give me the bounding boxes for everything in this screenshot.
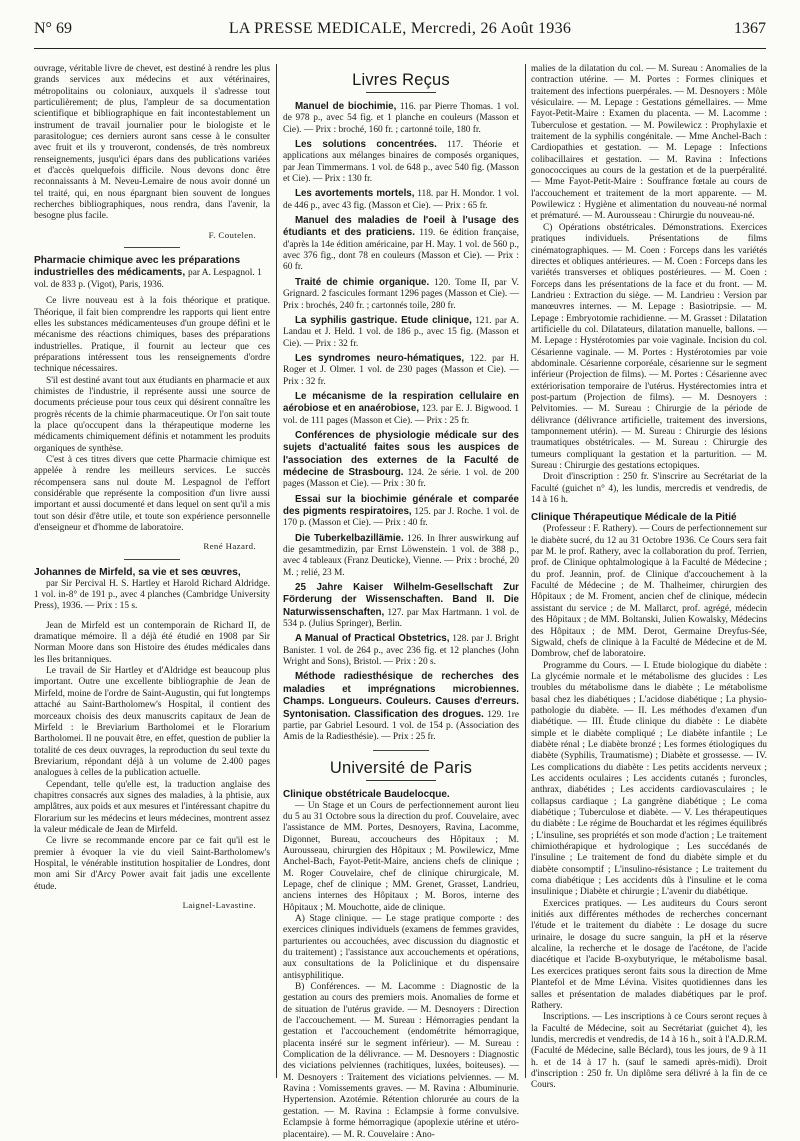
column-right	[531, 64, 767, 1091]
course-title: Clinique Thérapeutique Médicale de la Pitié	[531, 512, 737, 524]
review-signature: René Hazard.	[203, 541, 256, 552]
book-title: Les avortements mortels,	[295, 188, 415, 200]
book-title: 25 Jahre Kaiser Wilhelm-Gesellschaft Zur Förderung der Wissenschaften. Band II. Die Naturwissenschaften,	[283, 582, 519, 618]
review-paragraph: S'il est destiné avant tout aux étudiants en pharmacie et aux chimistes de l'industrie, il représente aussi une source de documents précieuse pour tous ceux qui désirent connaître les progrès récents de la chimie pharmaceutique. Or l'on sait toute la place qu'occupent dans la thérapeutique moderne les médicaments chimiquement définis et notamment les produits organiques de synthèse.	[34, 375, 270, 454]
book-entry	[283, 139, 519, 185]
book-title: Manuel des maladies de l'oeil à l'usage des étudiants et des praticiens.	[283, 215, 519, 239]
page-number: 1367	[734, 20, 766, 37]
course-paragraph: B) Conférences. — M. Lacomme : Diagnostic de la gestation au cours des premiers mois. Anomalies de forme et de situation de l'utérus gravide. — M. Desnoyers : Direction de l'accouchement. — M. Sureau : Hémorragies pendant la gestation et l'accouchement (endométrite hémorragique, placenta inséré sur le segment inférieur). — M. Sureau : Complication de la délivrance. — M. Desnoyers : Diagnostic des viciations pelviennes (rachitiques, luxées, boiteuses). — M. Desnoyers : Traitement des viciations pelviennes. — M. Ravina : Vomissements graves. — M. Ravina : Albuminurie. Hypertension. Azotémie. Rétention chlorurée au cours de la gestation. — M. Ravina : Eclampsie à forme convulsive. Eclampsie à forme hémorragique (apoplexie utérine et utéro-placentaire). — M. R. Couvelaire : Ano-	[283, 982, 519, 1140]
review-paragraph: Cependant, telle qu'elle est, la traduction anglaise des chapitres consacrés aux signes des maladies, à la phtisie, aux amplâtres, aux poids et aux mesures et l'intéressant chapitre du Florarium sur les médecins et leurs médecines, montrent assez la valeur médicale de Jean de Mirfeld.	[34, 779, 270, 835]
separator	[373, 750, 429, 751]
course-paragraph: C) Opérations obstétricales. Démonstrations. Exercices pratiques individuels. Présentations de films cinématographiques. — M. Coen : Forceps dans les variétés directes et obliques antérieures. — M. Coen : Forceps dans les variétés transverses et obliques postérieures. — M. Coen : Forceps dans les présentations de la face et du front. — M. Landrieu : Extraction du siège. — M. Landrieu : Version par manœuvres internes. — M. Lepage : Basiotripsie. — M. Lepage : Embryotomie rachidienne. — M. Grasset : Dilatation artificielle du col. Dilatateurs, dilatation manuelle, ballons. — M. Lepage : Hystérotomies par voie vaginale. Incision du col. Césarienne vaginale. — M. Portes : Hystérotomies par voie abdominale. Césarienne corporéale, césarienne sur le segment inférieur (Projection de films). — M. Portes : Césarienne avec extériorisation temporaire de l'utérus. Hystérectomies intra et post-partum (Projection de films). — M. Desnoyers : Pelvitomies. — M. Sureau : Chirurgie de la période de délivrance (délivrance artificielle, traitement des inversions, tamponnement utérin). — M. Sureau : Chirurgie des lésions traumatiques obstétricales. — M. Sureau : Chirurgie des tumeurs compliquant la gestation et la parturition. — M. Sureau : Chirurgie des gestations ectopiques.	[531, 222, 767, 472]
book-details: 116. par Pierre Thomas. 1 vol. de 978 p., avec 54 fig. et 1 planche en couleurs (Masson et Cie). — Prix : broché, 160 fr. ; cartonné toile, 180 fr.	[283, 102, 520, 135]
book-entry	[283, 430, 519, 491]
review-signature: Laignel-Lavastine.	[182, 900, 256, 910]
book-list	[283, 101, 519, 744]
review-paragraph: Le travail de Sir Hartley et d'Aldridge est beaucoup plus important. Outre une excellente bibliographie de Jean de Mirfeld, moine de l'ordre de Saint-Augustin, qui fut longtemps attaché au Saint-Bartholomew's Hospital, il contient des morceaux choisis des deux manuscrits capitaux de Jean de Mirfeld : le Breviarium Bartholomei et le Florarium Bartholomei. Il ne pouvait être, en effet, question de publier la totalité de ces deux ouvrages, la reproduction du seul texte du Breviarium, répondant déjà à un volume de 2.400 pages analogues à celles de la publication actuelle.	[34, 666, 270, 779]
book-details: 122. par H. Roger et J. Olmer. 1 vol. de 230 pages (Masson et Cie). — Prix : 32 fr.	[283, 353, 519, 387]
book-entry	[283, 101, 519, 136]
section-title-universite: Université de Paris	[329, 758, 473, 777]
review-paragraph: Ce livre se recommande encore par ce fait qu'il est le premier à évoquer la vie du vieil Saint-Bartholomew's Hospital, le vénérable institution hospitalier de Londres, dont mon ami Sir d'Arcy Power avait fait jadis une excellente étude.	[34, 836, 270, 892]
course-paragraph: — Un Stage et un Cours de perfectionnement auront lieu du 5 au 31 Octobre sous la direction du prof. Couvelaire, avec l'assistance de MM. Portes, Desnoyers, Ravina, Lacomme, Digonnet, Bureau, accoucheurs des Hôpitaux ; M. Aurousseau, chirurgien des Hôpitaux ; M. Powilewicz, Mme Anchel-Bach, Fayot-Petit-Maire, anciens chefs de clinique ; M. Roger Couvelaire, chef de clinique chirurgicale, M. Lepage, chef de clinique ; MM. Grenet, Grasset, Landrieu, anciens internes des Hôpitaux ; M. Boros, interne des Hôpitaux ; M. Mouchotte, aide de clinique.	[283, 800, 519, 913]
review-signature: F. Coutelen.	[208, 229, 256, 240]
column-left	[34, 64, 270, 1078]
book-details: 119. 6e édition française, d'après la 14e édition américaine, par H. May. 1 vol. de 560 p., avec 376 fig., dont 78 en couleurs (Masson et Cie). — Prix : 60 fr.	[283, 228, 520, 273]
course-paragraph: Inscriptions. — Les inscriptions à ce Cours seront reçues à la Faculté de Médecine, soit au Secrétariat (guichet 4), les lundis, mercredis et vendredis, de 14 à 16 h., soit à l'A.D.R.M. (Faculté de Médecine, salle Béclard), tous les jours, de 9 à 11 h. et de 14 à 17 h. (sauf le samedi après-midi). Droit d'inscription : 250 fr. Un diplôme sera délivré à la fin de ce Cours.	[531, 1012, 767, 1091]
book-title: Les solutions concentrées.	[295, 139, 437, 151]
review-continued-text: ouvrage, véritable livre de chevet, est destiné à rendre les plus grands services aux médecins et aux vétérinaires, métropolitains ou coloniaux, auxquels il s'adresse tout particulièrement; de plus, l'ampleur de sa documentation scientifique et bibliographique en fait incontestablement un instrument de travail journalier pour le biologiste et le parasitologue; ces derniers auront sans cesse à le consulter avec fruit et ils y trouveront, condensés, de très nombreux renseignements, jusqu'ici épars dans des publications variées et d'accès quelquefois difficile. Nous devons donc être reconnaissants à M. Neveu-Lemaire de nous avoir donné un tel traité, qui, en nous épargnant bien souvent de longues recherches bibliographiques, nous rendra, dans l'avenir, la besogne plus facile.	[34, 64, 270, 222]
book-title: A Manual of Practical Obstetrics,	[295, 633, 450, 645]
book-entry	[283, 494, 519, 530]
column-middle	[283, 64, 520, 1140]
book-title: Conférences de physiologie médicale sur des sujets d'actualité faites sous les auspices de l'association des externes de la Faculté de médecine de Strasbourg.	[283, 429, 519, 478]
book-title: Die Tuberkelbazillämie.	[295, 532, 404, 544]
column-divider	[276, 64, 277, 1078]
review-paragraph: C'est à ces titres divers que cette Pharmacie chimique est appelée à rendre les meilleurs services. Le succès récompensera sans nul doute M. Lespagnol de l'effort considérable que représente la composition d'un livre aussi important et aussi documenté et dans lequel on sent qu'il a mis tout son désir d'être utile, et toute son expérience personnelle d'enseigneur et d'homme de laboratoire.	[34, 454, 270, 534]
book-details: 127. par Max Hartmann. 1 vol. de 534 p. (Julius Springer), Berlin.	[283, 607, 519, 630]
book-details: 128. par J. Bright Banister. 1 vol. de 264 p., avec 236 fig. et 12 planches (John Wright and Sons), Bristol. — Prix : 20 s.	[283, 634, 519, 668]
book-title: Les syndromes neuro-hématiques,	[295, 352, 465, 364]
book-entry	[283, 391, 519, 427]
course-paragraph: Droit d'inscription : 250 fr. S'inscrire au Secrétariat de la Faculté (guichet n° 4), les lundis, mercredis et vendredis, de 14 à 16 h.	[531, 472, 767, 506]
separator	[124, 247, 180, 248]
section-rule	[366, 780, 436, 781]
book-title: Essai sur la biochimie générale et comparée des pigments respiratoires,	[283, 493, 519, 517]
book-title: Méthode radiesthésique de recherches des maladies et imprégnations microbiennes. Champs. Longueurs. Couleurs. Causes d'erreurs. Syntonisation. Classification des drogues.	[283, 671, 519, 720]
book-title: Le mécanisme de la respiration cellulaire en aérobiose et en anaérobiose,	[283, 390, 519, 415]
book-entry	[283, 671, 519, 743]
review-title: Johannes de Mirfeld, sa vie et ses œuvres,	[34, 566, 241, 578]
book-details: 118. par H. Mondor. 1 vol. de 446 p., avec 43 fig. (Masson et Cie). — Prix : 65 fr.	[283, 189, 520, 211]
book-details: 121. par A. Landau et J. Held. 1 vol. de 186 p., avec 15 fig. (Masson et Cie). — Prix : 32 fr.	[283, 315, 519, 349]
course-paragraph: A) Stage clinique. — Le stage pratique comporte : des exercices cliniques individuels (examens de femmes gravides, parturientes ou accouchées, avec discussion du diagnostic et du traitement) ; l'assistance aux accouchements et opérations, aux consultations de la Policlinique et du dispensaire antisyphilitique.	[283, 913, 519, 981]
book-details: 126. In Ihrer auswirkung auf die gesamtmedizin, par Ernst Löwenstein. 1 vol. de 388 p., avec 4 tableaux (Franz Deuticke), Vienne. — Prix : broché, 20 M. ; relié, 23 M.	[283, 533, 520, 578]
book-entry	[283, 315, 519, 350]
separator	[124, 559, 180, 560]
book-details: 129. 1re partie, par Gabriel Lesourd. 1 vol. de 154 p. (Association des Amis de la Radiesthésie). — Prix : 25 fr.	[283, 709, 519, 743]
book-title: La syphilis gastrique. Etude clinique,	[295, 314, 472, 326]
book-entry	[283, 353, 519, 388]
book-title: Manuel de biochimie,	[295, 101, 397, 112]
journal-title: LA PRESSE MEDICALE, Mercredi, 26 Août 1936	[228, 20, 572, 37]
issue-number: N° 69	[34, 20, 72, 37]
page-header	[34, 8, 766, 49]
book-details: 123. par E. J. Bigwood. 1 vol. de 111 pages (Masson et Cie). — Prix : 25 fr.	[283, 404, 519, 426]
book-entry	[283, 633, 519, 668]
book-entry	[283, 582, 519, 630]
book-details: 120. Tome II, par V. Grignard. 2 fascicules formant 1296 pages (Masson et Cie). — Prix : brochés, 240 fr. ; cartonnés toile, 280 fr.	[283, 277, 519, 311]
book-entry	[283, 188, 519, 212]
book-entry	[283, 215, 519, 274]
book-details: 117. Théorie et applications aux mélanges binaires de composés organiques, par Jean Timmermans. 1 vol. de 648 p., avec 540 fig. (Masson et Cie). — Prix : 130 fr.	[283, 140, 520, 185]
column-divider	[525, 64, 526, 1078]
book-details: 125. par J. Roche. 1 vol. de 170 p. (Masson et Cie). — Prix : 40 fr.	[283, 507, 520, 529]
course-title: Clinique obstétricale Baudelocque.	[283, 788, 450, 800]
book-title: Traité de chimie organique.	[295, 276, 430, 288]
book-entry	[283, 277, 519, 312]
review-meta: par Sir Percival H. S. Hartley et Harold Richard Aldridge. 1 vol. in-8° de 191 p., avec 4 planches (Cambridge University Press), 1936. — Prix : 15 s.	[34, 578, 270, 612]
review-paragraph: Ce livre nouveau est à la fois théorique et pratique. Théorique, il fait bien comprendre les rapports qui lient entre elles les substances médicamenteuses d'un groupe défini et le mécanisme des réactions chimiques, bases des préparations industrielles. Pratique, il fournit au lecteur que ces préparations intéressent tous les renseignements d'ordre technique nécessaires.	[34, 296, 270, 375]
book-entry	[283, 533, 519, 579]
course-paragraph: malies de la dilatation du col. — M. Sureau : Anomalies de la contraction utérine. — M. Portes : Formes cliniques et traitement des infections puerpérales. — M. Desnoyers : Môle vésiculaire. — M. Lepage : Gestations gémellaires. — Mme Fayot-Petit-Maire : Examen du placenta. — M. Lacomme : Tuberculose et gestation. — M. Powilewicz : Prophylaxie et traitement de la syphilis congénitale. — Mme Anchel-Bach : Cardiopathies et gestation. — M. Lepage : Infections colibacillaires et gestation. — M. Ravina : Infections gonococciques au cours de la gestation et de la puerpéralité. — Mme Fayot-Petit-Maire : Souffrance fœtale au cours de l'accouchement et traitement de la mort apparente. — M. Powilewicz : Hygiène et alimentation du nouveau-né normal et prématuré. — M. Aurousseau : Chirurgie du nouveau-né.	[531, 64, 767, 222]
section-title-livres-recus: Livres Reçus	[352, 71, 450, 89]
book-details: 124. 2e série. 1 vol. de 200 pages (Masson et Cie). — Prix : 30 fr.	[283, 467, 520, 490]
section-rule	[366, 92, 436, 93]
course-paragraph: Exercices pratiques. — Les auditeurs du Cours seront initiés aux différentes méthodes de recherches concernant l'étude et le traitement du diabète : Le dosage du sucre urinaire, le dosage du sucre sanguin, la pH et la réserve alcaline, la recherche et le dosage de l'acétone, de l'acide diacétique et l'acide B-oxybutyrique, le métabolisme basal. Les exercices pratiques seront faits sous la direction de Mme Plantefol et de Mme Lévina. Visites quotidiennes dans les salles et présentation de malades diabétiques par le prof. Rathery.	[531, 898, 767, 1011]
course-program: Programme du Cours. — I. Etude biologique du diabète : La glycémie normale et le métabolisme des glucides : Les troubles du métabolisme dans le diabète ; Le métabolisme basal chez les diabétiques ; L'acidose diabétique ; La physio-pathologie du diabète. — II. Les méthodes d'examen d'un diabétique. — III. Étude clinique du diabète : Le diabète simple et le diabète compliqué ; Le diabète infantile ; Le diabète rénal ; Le diabète bronzé ; Les formes étiologiques du diabète (Syphilis, Traumatisme) ; Diabète et grossesse. — IV. Les complications du diabète : Les petits accidents nerveux ; Les accidents oculaires ; Les accidents cutanés ; furoncles, anthrax, diabétides ; Les accidents cardiovasculaires ; le collapsus cardiaque ; La gangrène diabétique ; Le coma diabétique ; Tuberculose et diabète. — V. Les thérapeutiques du diabète : Le régime de Bouchardat et les régimes équilibrés ; L'insuline, ses propriétés et son mode d'action ; Le traitement chimiothérapique et hydrologique ; Les succédanés de l'insuline ; Le traitement de fond du diabète simple et du diabète consomptif ; L'insulino-résistance ; Le traitement du coma diabétique ; Les accidents dûs à l'insuline et le coma insulinique ; Diabète et chirurgie ; L'avenir du diabétique.	[531, 660, 767, 898]
review-title: Pharmacie chimique avec les préparations industrielles des médicaments, par A. Lespagnol. 1 vol. de 833 p. (Vigot), Paris, 1936.	[34, 255, 262, 291]
review-paragraph: Jean de Mirfeld est un contemporain de Richard II, de dramatique mémoire. Il a déjà été étudié en 1908 par Sir Norman Moore dans son Histoire des études médicales dans les Iles britanniques.	[34, 620, 270, 665]
course-meta: (Professeur : F. Rathery). — Cours de perfectionnement sur le diabète sucré, du 12 au 31 Octobre 1936. Ce Cours sera fait par M. le prof. Rathery, avec la collaboration du prof. Terrien, prof. de Clinique ophtalmologique à la Faculté de Médecine ; du prof. Jeannin, prof. de Clinique d'accouchement à la Faculté de Médecine ; de M. Thalheimer, chirurgien des Hôpitaux ; de M. Froment, ancien chef de clinique, médecin assistant du service ; de M. Mallarct, prof. agrégé, médecin des Hôpitaux ; de MM. Boltanski, Julien Kowalsky, Médecins des Hôpitaux ; de MM. Derot, Germaine Dreyfus-Sée, Sigwald, chefs de clinique à la Faculté de Médecine et de M. Dombrow, chef de laboratoire.	[531, 524, 767, 660]
